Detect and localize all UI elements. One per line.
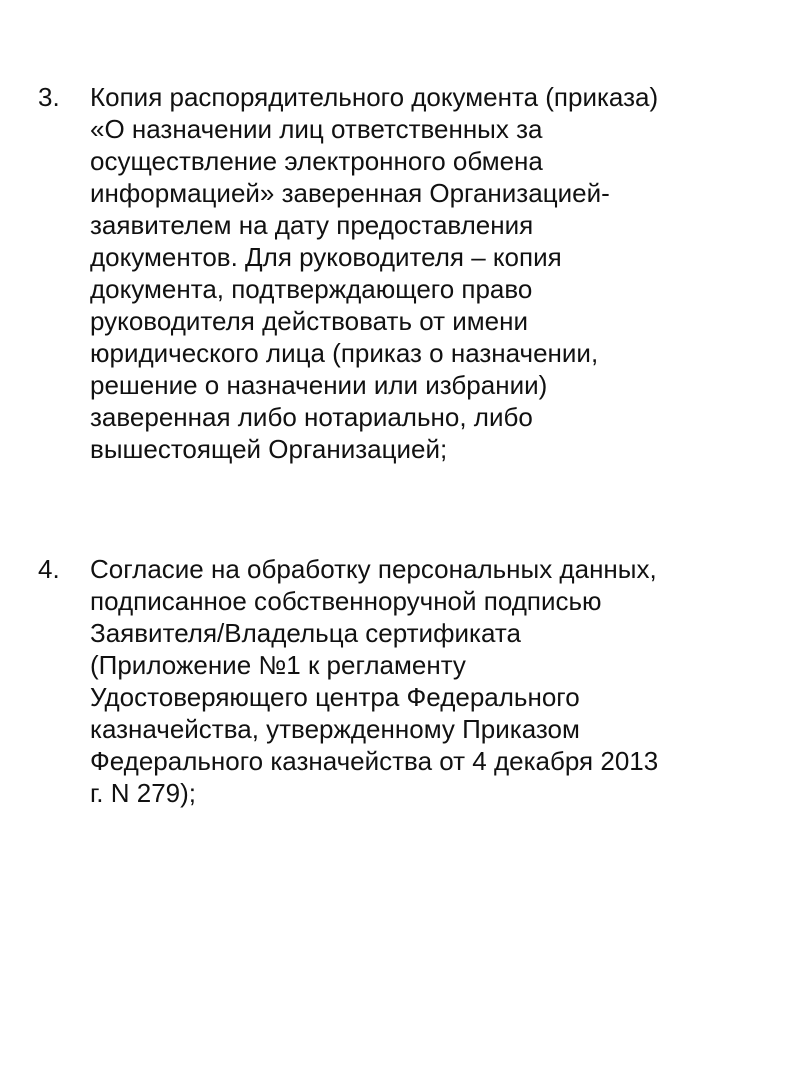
- list-item-text: [90, 81, 790, 465]
- text-line: (Приложение №1 к регламенту: [90, 650, 466, 680]
- text-line: казначейства, утвержденному Приказом: [90, 714, 580, 744]
- text-line: «О назначении лиц ответственных за: [90, 114, 543, 144]
- text-line: подписанное собственноручной подписью: [90, 586, 602, 616]
- text-line: вышестоящей Организацией;: [90, 434, 448, 464]
- text-line: решение о назначении или избрании): [90, 370, 548, 400]
- text-line: заверенная либо нотариально, либо: [90, 402, 533, 432]
- list-item-number: 4.: [38, 554, 60, 584]
- text-line: документов. Для руководителя – копия: [90, 242, 562, 272]
- text-line: Федерального казначейства от 4 декабря 2013: [90, 746, 659, 776]
- text-line: документа, подтверждающего право: [90, 274, 533, 304]
- list-item-text: [90, 553, 790, 809]
- list-item-number: 3.: [38, 82, 60, 112]
- text-line: заявителем на дату предоставления: [90, 210, 534, 240]
- text-line: г. N 279);: [90, 778, 197, 808]
- text-line: юридического лица (приказ о назначении,: [90, 338, 599, 368]
- text-line: руководителя действовать от имени: [90, 306, 528, 336]
- text-line: Заявителя/Владельца сертификата: [90, 618, 521, 648]
- text-line: Копия распорядительного документа (приказа): [90, 82, 659, 112]
- text-line: Удостоверяющего центра Федерального: [90, 682, 580, 712]
- text-line: осуществление электронного обмена: [90, 146, 543, 176]
- text-line: информацией» заверенная Организацией-: [90, 178, 610, 208]
- text-line: Согласие на обработку персональных данных,: [90, 554, 657, 584]
